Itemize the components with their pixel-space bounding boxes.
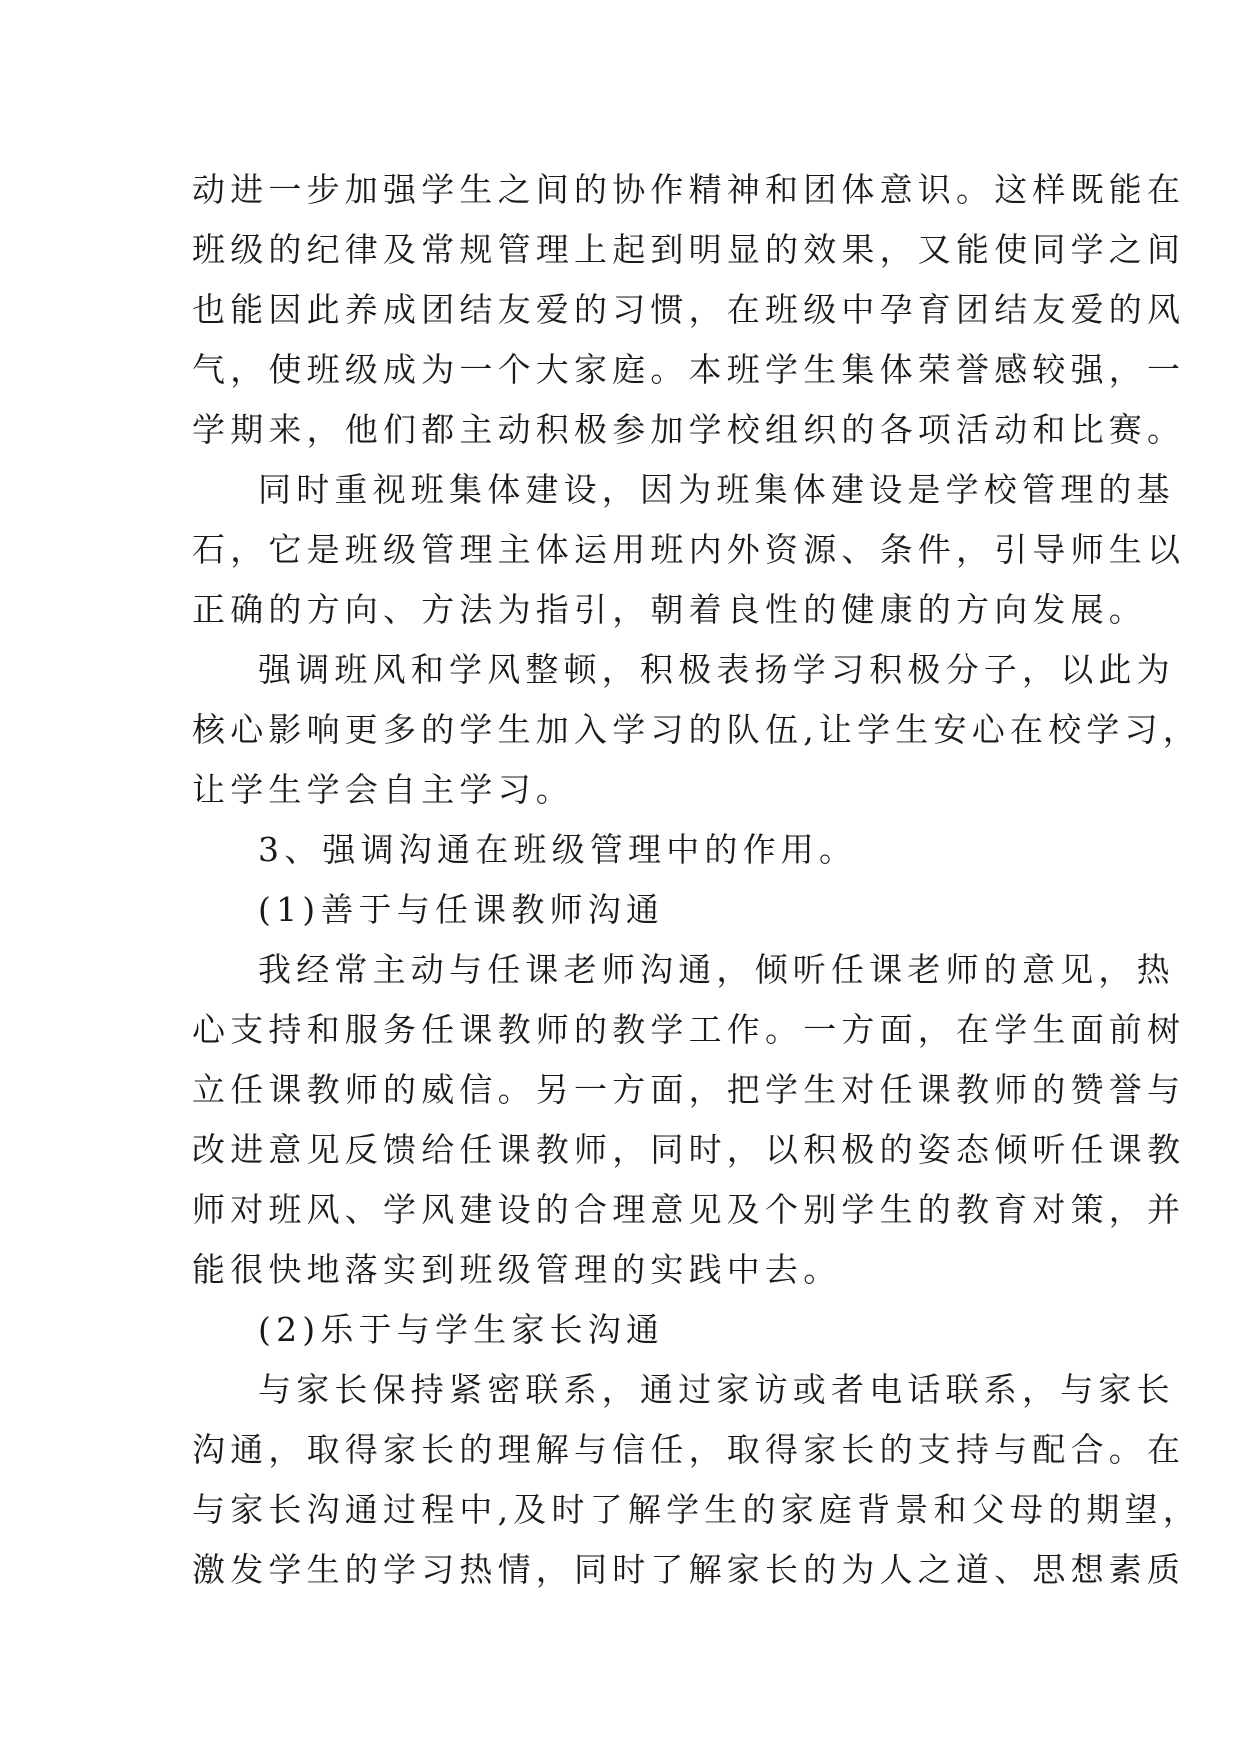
text-line-24: 激发学生的学习热情，同时了解家长的为人之道、思想素质 <box>192 1550 1186 1589</box>
text-line-16: 立任课教师的威信。另一方面，把学生对任课教师的赞誉与 <box>192 1070 1186 1109</box>
text-line-10: 核心影响更多的学生加入学习的队伍,让学生安心在校学习， <box>192 710 1201 749</box>
text-line-19: 能很快地落实到班级管理的实践中去。 <box>192 1250 842 1289</box>
text-line-3: 也能因此养成团结友爱的习惯，在班级中孕育团结友爱的风 <box>192 290 1186 329</box>
document-body <box>192 160 1201 1600</box>
text-line-5: 学期来，他们都主动积极参加学校组织的各项活动和比赛。 <box>192 410 1186 449</box>
subheading-1: (1)善于与任课教师沟通 <box>258 890 665 929</box>
text-line-18: 师对班风、学风建设的合理意见及个别学生的教育对策，并 <box>192 1190 1186 1229</box>
section-heading-3: 3、强调沟通在班级管理中的作用。 <box>258 830 858 869</box>
text-line-17: 改进意见反馈给任课教师，同时，以积极的姿态倾听任课教 <box>192 1130 1186 1169</box>
text-line-7: 石，它是班级管理主体运用班内外资源、条件，引导师生以 <box>192 530 1186 569</box>
text-line-1: 动进一步加强学生之间的协作精神和团体意识。这样既能在 <box>192 170 1186 209</box>
text-line-14: 我经常主动与任课老师沟通，倾听任课老师的意见，热 <box>258 950 1175 989</box>
text-line-6: 同时重视班集体建设，因为班集体建设是学校管理的基 <box>258 470 1175 509</box>
text-line-23: 与家长沟通过程中,及时了解学生的家庭背景和父母的期望， <box>192 1490 1201 1529</box>
text-line-8: 正确的方向、方法为指引，朝着良性的健康的方向发展。 <box>192 590 1147 629</box>
text-line-15: 心支持和服务任课教师的教学工作。一方面，在学生面前树 <box>192 1010 1186 1049</box>
subheading-2: (2)乐于与学生家长沟通 <box>258 1310 665 1349</box>
text-line-4: 气，使班级成为一个大家庭。本班学生集体荣誉感较强，一 <box>192 350 1186 389</box>
text-line-2: 班级的纪律及常规管理上起到明显的效果，又能使同学之间 <box>192 230 1186 269</box>
text-line-11: 让学生学会自主学习。 <box>192 770 574 809</box>
text-line-9: 强调班风和学风整顿，积极表扬学习积极分子，以此为 <box>258 650 1175 689</box>
text-line-22: 沟通，取得家长的理解与信任，取得家长的支持与配合。在 <box>192 1430 1186 1469</box>
text-line-21: 与家长保持紧密联系，通过家访或者电话联系，与家长 <box>258 1370 1175 1409</box>
